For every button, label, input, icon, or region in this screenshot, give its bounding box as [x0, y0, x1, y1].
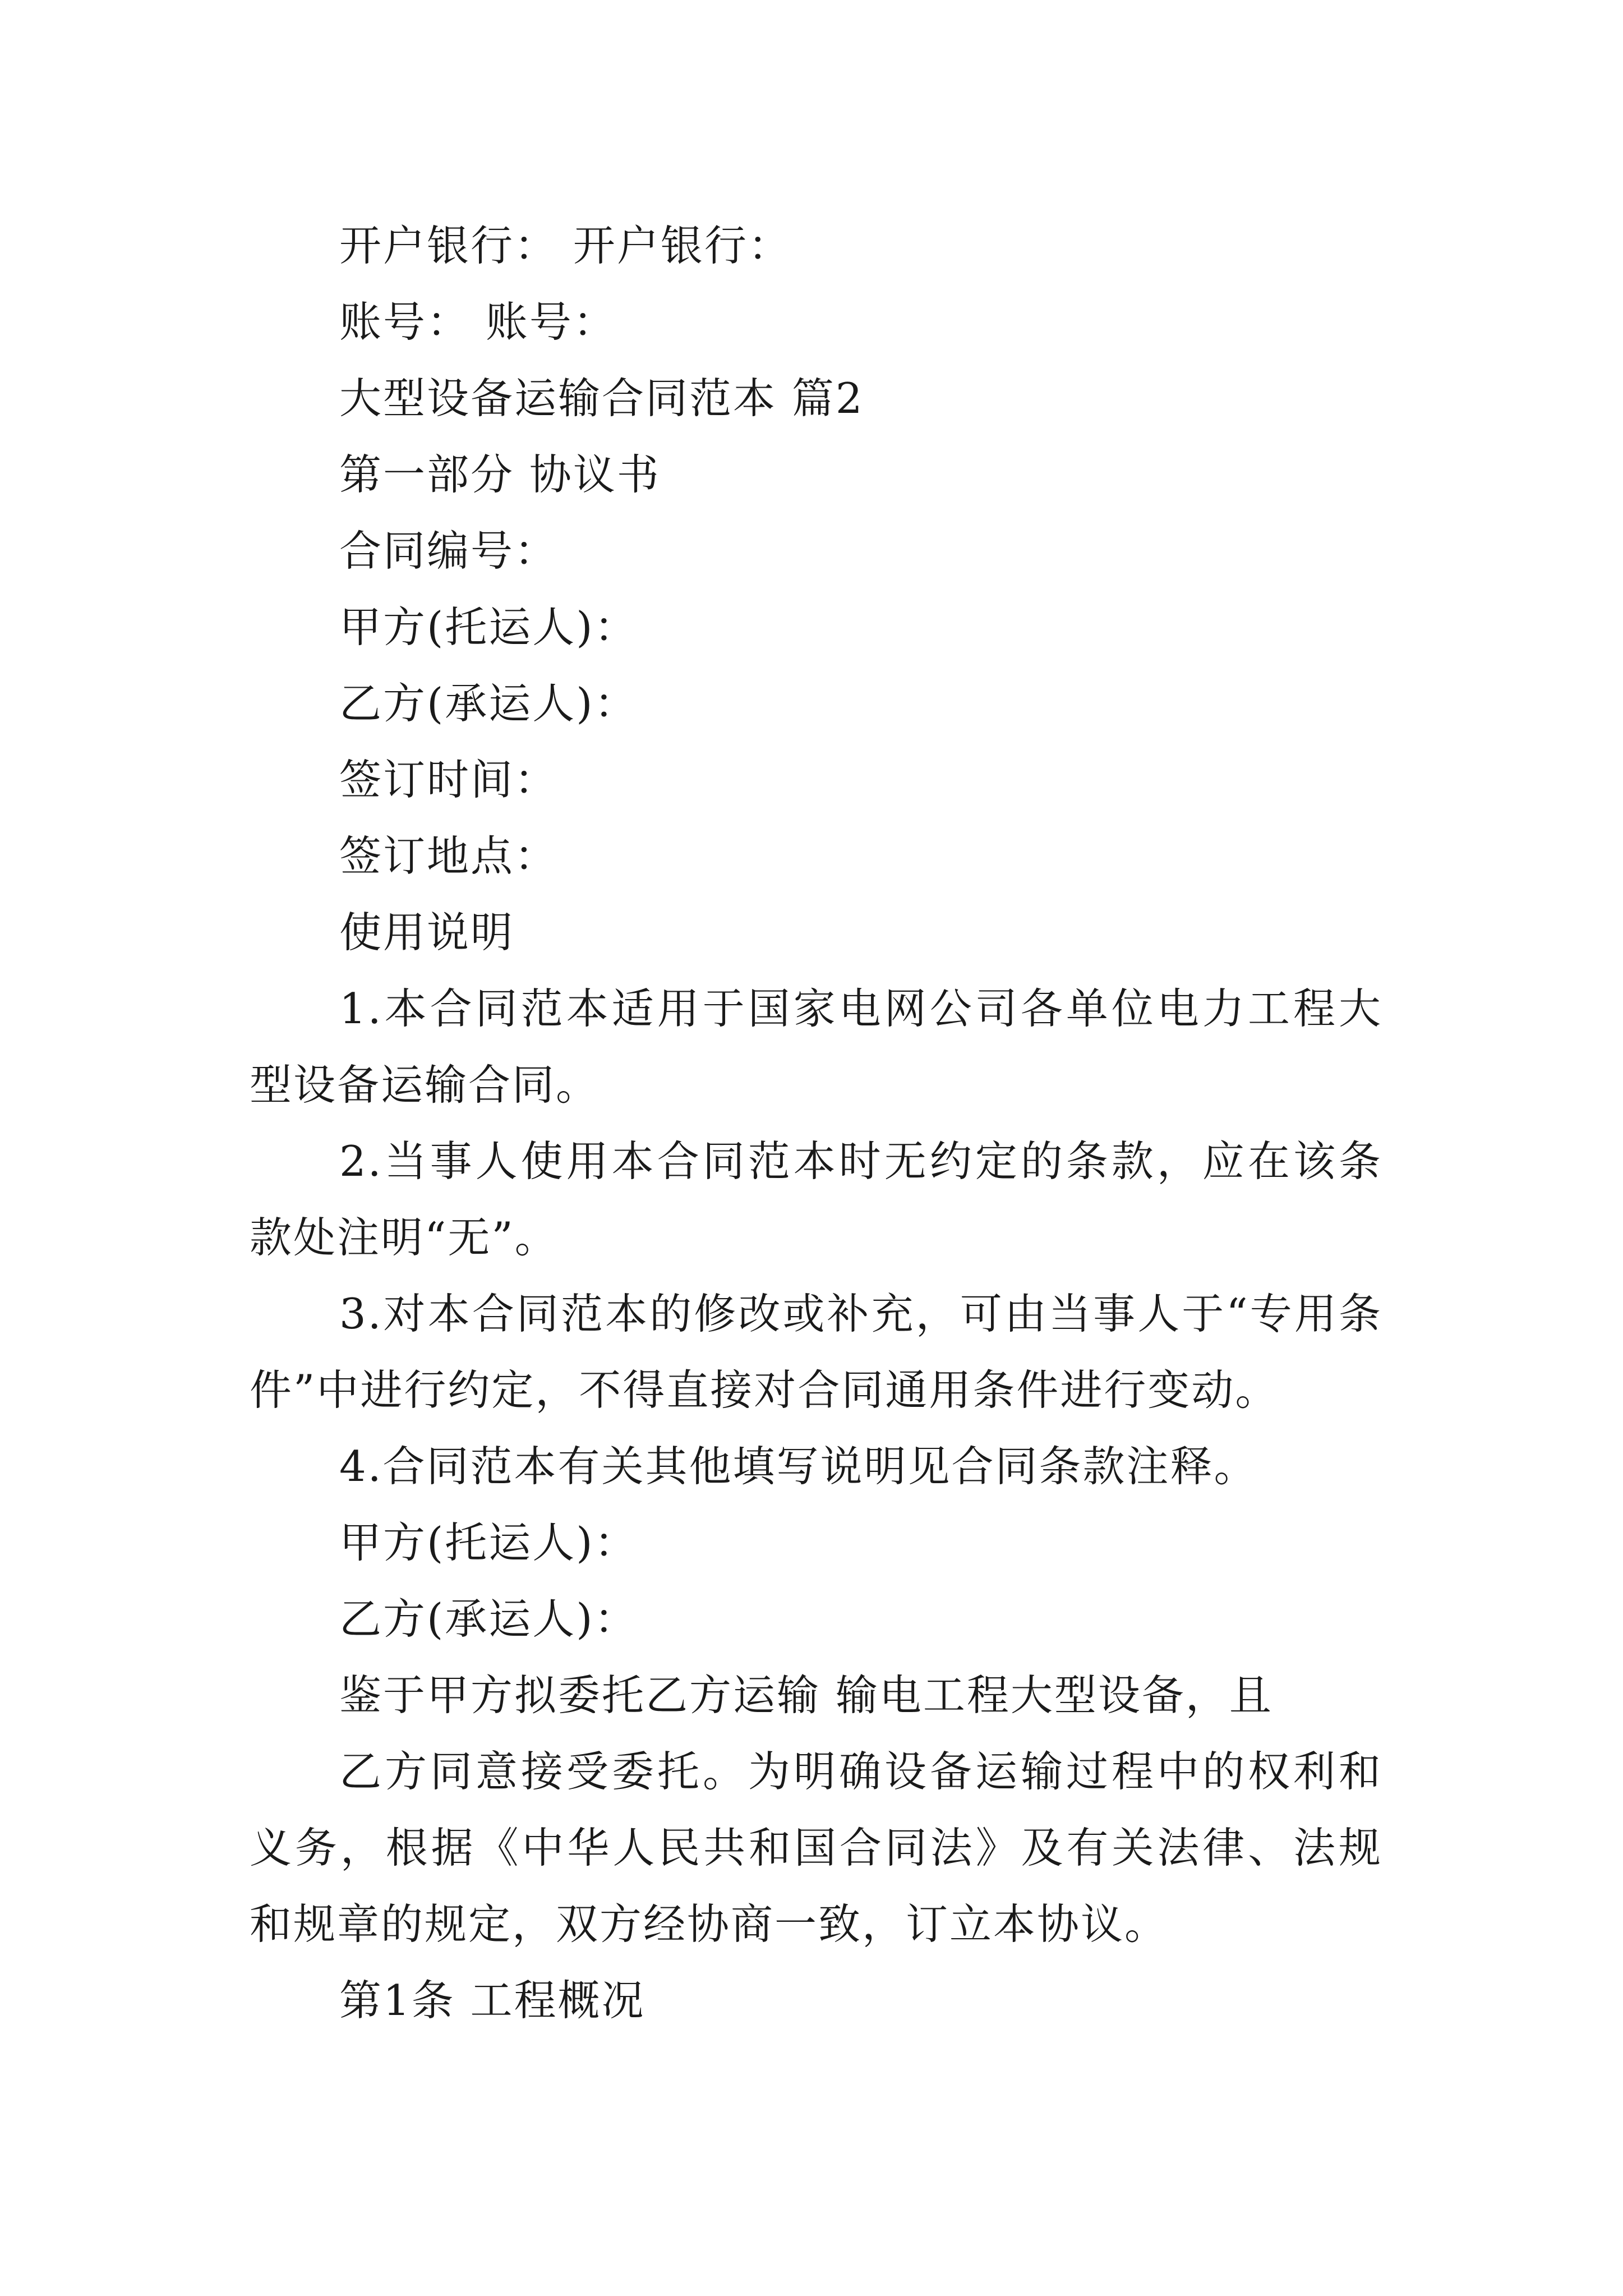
usage-item-1: 1.本合同范本适用于国家电网公司各单位电力工程大型设备运输合同。	[250, 984, 1382, 1110]
party-b-line: 乙方(承运人)：	[339, 679, 638, 728]
account-line: 账号： 账号：	[339, 297, 617, 347]
party-a-line: 甲方(托运人)：	[339, 602, 638, 652]
usage-item-3: 3.对本合同范本的修改或补充，可由当事人于“专用条件”中进行约定，不得直接对合同通用条件进行变动。	[250, 1289, 1382, 1415]
section-title: 大型设备运输合同范本 篇2	[339, 374, 864, 423]
party-b-line-2: 乙方(承运人)：	[339, 1594, 638, 1644]
usage-heading: 使用说明	[339, 908, 515, 957]
whereas-line: 鉴于甲方拟委托乙方运输 输电工程大型设备，且	[339, 1671, 1273, 1720]
article-1-heading: 第1条 工程概况	[339, 1976, 645, 2025]
usage-item-4: 4.合同范本有关其他填写说明见合同条款注释。	[339, 1442, 1258, 1491]
part-heading: 第一部分 协议书	[339, 450, 661, 499]
usage-item-2: 2.当事人使用本合同范本时无约定的条款，应在该条款处注明“无”。	[250, 1137, 1382, 1262]
party-a-line-2: 甲方(托运人)：	[339, 1518, 638, 1567]
bank-line: 开户银行： 开户银行：	[339, 221, 792, 270]
agreement-paragraph: 乙方同意接受委托。为明确设备运输过程中的权利和义务，根据《中华人民共和国合同法》及有关法律、法规和规章的规定，双方经协商一致，订立本协议。	[250, 1747, 1382, 1949]
document-body	[250, 208, 1382, 2039]
contract-number-line: 合同编号：	[339, 526, 559, 576]
signing-time-line: 签订时间：	[339, 755, 559, 804]
signing-place-line: 签订地点：	[339, 831, 559, 881]
